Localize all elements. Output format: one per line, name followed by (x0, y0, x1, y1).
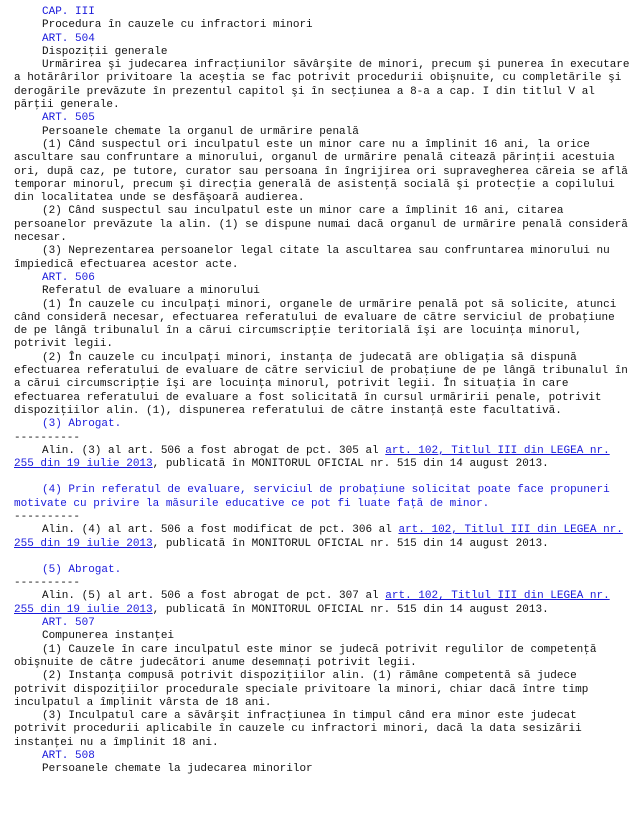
note-text: Alin. (4) al art. 506 a fost modificat de pct. 306 al (42, 524, 399, 537)
note-text: , publicată în MONITORUL OFICIAL nr. 515 din 14 august 2013. (152, 458, 549, 471)
article-506-paragraph-4: (4) Prin referatul de evaluare, serviciul de probaţiune solicitat poate face propuneri motivate cu privire la măsurile educative ce pot fi luate faţă de minor. (14, 484, 610, 510)
article-507-paragraph-2: (2) Instanţa compusă potrivit dispoziţiilor alin. (1) rămâne competentă să judece potrivit dispoziţiilor procedurale speciale privitoare la minori, chiar dacă între timp inculpatul a împlinit vârsta de 18 ani. (14, 670, 589, 709)
article-504-paragraph: Urmărirea şi judecarea infracţiunilor săvârşite de minori, precum şi punerea în executare a hotărârilor privitoare la aceştia se fac potrivit procedurii obişnuite, cu completările şi derogările prevăzute în prezentul capitol şi în secţiunea a 8-a a cap. I din titlul V al părţii generale. (14, 59, 630, 112)
article-504-title: Dispoziţii generale (42, 45, 168, 58)
amendment-note-3 (14, 445, 632, 472)
amendment-note-5 (14, 590, 632, 617)
article-505-title: Persoanele chemate la organul de urmărire penală (42, 125, 359, 138)
article-506-title: Referatul de evaluare a minorului (42, 285, 260, 298)
separator: ---------- (14, 577, 81, 590)
article-505-paragraph-2: (2) Când suspectul sau inculpatul este un minor care a împlinit 16 ani, citarea persoanelor prevăzute la alin. (1) se dispune numai dacă organul de urmărire penală consideră necesar. (14, 205, 628, 245)
article-508-label: ART. 508 (42, 750, 95, 763)
note-text: Alin. (3) al art. 506 a fost abrogat de pct. 305 al (42, 444, 386, 457)
law-link[interactable]: art. 102, Titlul III din LEGEA nr. 255 din 19 iulie 2013 (14, 444, 610, 471)
law-link[interactable]: art. 102, Titlul III din LEGEA nr. 255 din 19 iulie 2013 (14, 524, 623, 550)
article-506-paragraph-1: (1) În cauzele cu inculpaţi minori, organele de urmărire penală pot să solicite, atunci când consideră necesar, efectuarea referatului de evaluare de către serviciul de probaţiune de pe lângă tribunalul în a cărui circumscripţie teritorială îşi are locuinţa minorul, potrivit legii. (14, 298, 617, 351)
article-505-paragraph-3: (3) Neprezentarea persoanelor legal citate la ascultarea sau confruntarea minorului nu împiedică efectuarea acestor acte. (14, 245, 610, 271)
note-text: Alin. (5) al art. 506 a fost abrogat de pct. 307 al (42, 590, 386, 603)
amendment-note-4 (14, 524, 632, 551)
note-text: , publicată în MONITORUL OFICIAL nr. 515 din 14 august 2013. (152, 537, 549, 550)
note-text: , publicată în MONITORUL OFICIAL nr. 515 din 14 august 2013. (152, 603, 549, 616)
law-link[interactable]: art. 102, Titlul III din LEGEA nr. 255 din 19 iulie 2013 (14, 590, 610, 616)
chapter-label: CAP. III (42, 6, 95, 18)
separator: ---------- (14, 431, 81, 444)
spacer (14, 551, 632, 564)
article-506-paragraph-3: (3) Abrogat. (42, 418, 122, 431)
article-507-title: Compunerea instanţei (42, 630, 175, 643)
article-506-paragraph-2: (2) În cauzele cu inculpaţi minori, instanţa de judecată are obligaţia să dispună efectuarea referatului de evaluare de către serviciul de probaţiune de pe lângă tribunalul în a cărui circumscripţie îşi are locuinţa minorul, potrivit legii. În situaţia în care efectuarea referatului de evaluare a fost solicitată în cursul urmăririi penale, potrivit dispoziţiilor alin. (1), dispunerea referatului de către instanţă este facultativă. (14, 351, 628, 417)
article-504-label: ART. 504 (42, 32, 95, 45)
article-505-paragraph-1: (1) Când suspectul ori inculpatul este un minor care nu a împlinit 16 ani, la orice ascultare sau confruntare a minorului, organul de urmărire penală citează părinţii acestuia ori, după caz, pe tutore, curator sau persoana în îngrijirea ori supravegherea căreia se află temporar minorul, precum şi direcţia generală de asistenţă socială şi protecţie a copilului din localitatea unde se desfăşoară audierea. (14, 138, 628, 205)
article-505-label: ART. 505 (42, 112, 95, 125)
article-508-title: Persoanele chemate la judecarea minorilor (42, 763, 313, 776)
article-506-paragraph-5: (5) Abrogat. (42, 563, 122, 576)
article-507-label: ART. 507 (42, 617, 95, 630)
separator: ---------- (14, 510, 81, 523)
article-507-paragraph-1: (1) Cauzele în care inculpatul este minor se judecă potrivit regulilor de competenţă obişnuite de către judecători anume desemnaţi potrivit legii. (14, 643, 597, 669)
article-506-label: ART. 506 (42, 271, 95, 284)
article-507-paragraph-3: (3) Inculpatul care a săvârşit infracţiunea în timpul când era minor este judecat potrivit procedurii aplicabile în cauzele cu infractori minori, dacă la data sesizării instanţei nu a împlinit 18 ani. (14, 710, 582, 749)
spacer (14, 471, 632, 484)
chapter-title: Procedura în cauzele cu infractori minori (42, 19, 313, 32)
